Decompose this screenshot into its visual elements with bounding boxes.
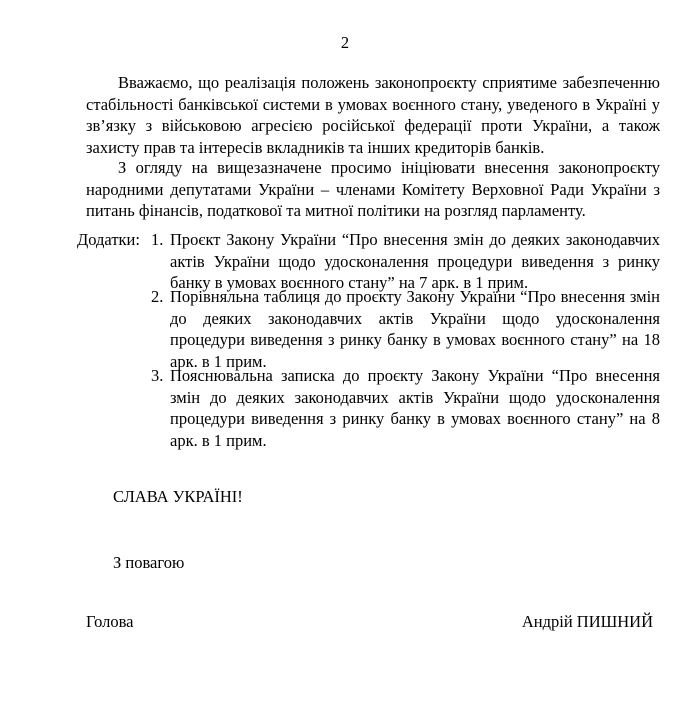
attachment-number: 3.: [151, 366, 164, 385]
signer-name: Андрій ПИШНИЙ: [521, 612, 653, 631]
attachment-item-2: [151, 286, 660, 372]
signer-position: Голова: [86, 612, 134, 631]
page-number: 2: [340, 33, 350, 52]
attachment-text: Проєкт Закону України “Про внесення змін до деяких законодавчих актів України щодо удосконалення процедури виведення з ринку банку в умовах воєнного стану” на 7 арк. в 1 прим.: [170, 230, 660, 292]
closing-slogan: СЛАВА УКРАЇНІ!: [113, 487, 243, 506]
body-paragraph-1: Вважаємо, що реалізація положень законопроєкту сприятиме забезпеченню стабільності банківської системи в умовах воєнного стану, уведеного в Україні у зв’язку з військовою агресією російської федерації проти України, а також захисту прав та інтересів вкладників та інших кредиторів банків.: [86, 73, 660, 157]
closing-regards: З повагою: [113, 553, 185, 572]
attachment-number: 1.: [151, 230, 164, 249]
attachment-text: Порівняльна таблиця до проєкту Закону України “Про внесення змін до деяких законодавчих актів України щодо удосконалення процедури виведення з ринку банку в умовах воєнного стану” на 18 арк. в 1 прим.: [170, 287, 660, 371]
attachment-item-1: [151, 229, 660, 294]
body-paragraph-2: З огляду на вищезазначене просимо ініціювати внесення законопроєкту народними депутатами України – членами Комітету Верховної Ради України з питань фінансів, податкової та митної політики на розгляд парламенту.: [86, 158, 660, 220]
attachment-number: 2.: [151, 287, 164, 306]
attachment-text: Пояснювальна записка до проєкту Закону України “Про внесення змін до деяких законодавчих актів України щодо удосконалення процедури виведення з ринку банку в умовах воєнного стану” на 8 арк. в 1 прим.: [170, 366, 660, 450]
attachments-label: Додатки:: [77, 230, 140, 249]
attachment-item-3: [151, 365, 660, 451]
